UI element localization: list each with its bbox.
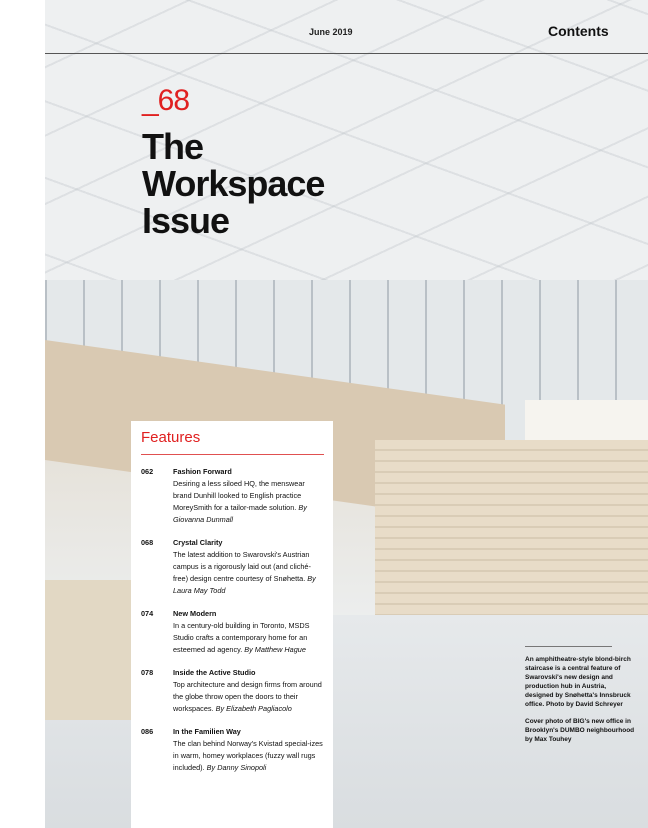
feature-text [173, 608, 324, 656]
feature-desc: In a century-old building in Toronto, MSDS Studio crafts a contemporary home for an esteemed ad agency. [173, 621, 310, 654]
photo-credit: An amphitheatre-style blond-birch staircase is a central feature of Swarovski's new design and production hub in Austria, designed by Snøhetta's Innsbruck office. Photo by David Schreyer [525, 656, 631, 708]
header-rule [45, 53, 648, 54]
feature-title: New Modern [173, 609, 217, 618]
feature-text [173, 667, 324, 715]
feature-text [173, 466, 324, 526]
photo-caption [525, 646, 635, 752]
feature-text [173, 726, 324, 774]
feature-item[interactable] [141, 726, 324, 774]
feature-author: By Giovanna Dunmall [173, 503, 307, 524]
caption-rule [525, 646, 612, 647]
feature-desc: Top architecture and design firms from around the globe throw open the doors to their workspaces. [173, 680, 322, 713]
feature-item[interactable] [141, 466, 324, 526]
cover-credit: Cover photo of BIG's new office in Brooklyn's DUMBO neighbourhood by Max Touhey [525, 718, 635, 743]
feature-title: Fashion Forward [173, 467, 232, 476]
feature-page: 078 [141, 668, 154, 677]
feature-item[interactable] [141, 667, 324, 715]
feature-desc: The latest addition to Swarovski's Austrian campus is a rigorously laid out (and cliché-free) design centre courtesy of Snøhetta. [173, 550, 311, 583]
feature-author: By Elizabeth Pagliacolo [215, 704, 292, 713]
feature-author: By Matthew Hague [244, 645, 306, 654]
issue-date: June 2019 [309, 27, 353, 37]
feature-author: By Danny Sinopoli [206, 763, 267, 772]
issue-number: _68 [142, 84, 190, 117]
section-title: Contents [548, 23, 609, 39]
feature-page: 068 [141, 538, 154, 547]
feature-item[interactable] [141, 537, 324, 597]
feature-page: 086 [141, 727, 154, 736]
staircase [375, 440, 648, 620]
feature-desc: Desiring a less siloed HQ, the menswear brand Dunhill looked to English practice MoreySmith for a tailor-made solution. [173, 479, 305, 512]
features-panel [131, 421, 333, 828]
feature-author: By Laura May Todd [173, 574, 316, 595]
feature-text [173, 537, 324, 597]
feature-item[interactable] [141, 608, 324, 656]
features-heading: Features [141, 429, 324, 455]
feature-title: Inside the Active Studio [173, 668, 256, 677]
desk [45, 580, 135, 720]
feature-title: Crystal Clarity [173, 538, 223, 547]
feature-page: 074 [141, 609, 154, 618]
feature-desc: The clan behind Norway's Kvistad special-izes in warm, homey workplaces (fuzzy wall rugs included). [173, 739, 323, 772]
feature-title: In the Familien Way [173, 727, 241, 736]
feature-page: 062 [141, 467, 154, 476]
issue-title: The Workspace Issue [142, 126, 325, 241]
